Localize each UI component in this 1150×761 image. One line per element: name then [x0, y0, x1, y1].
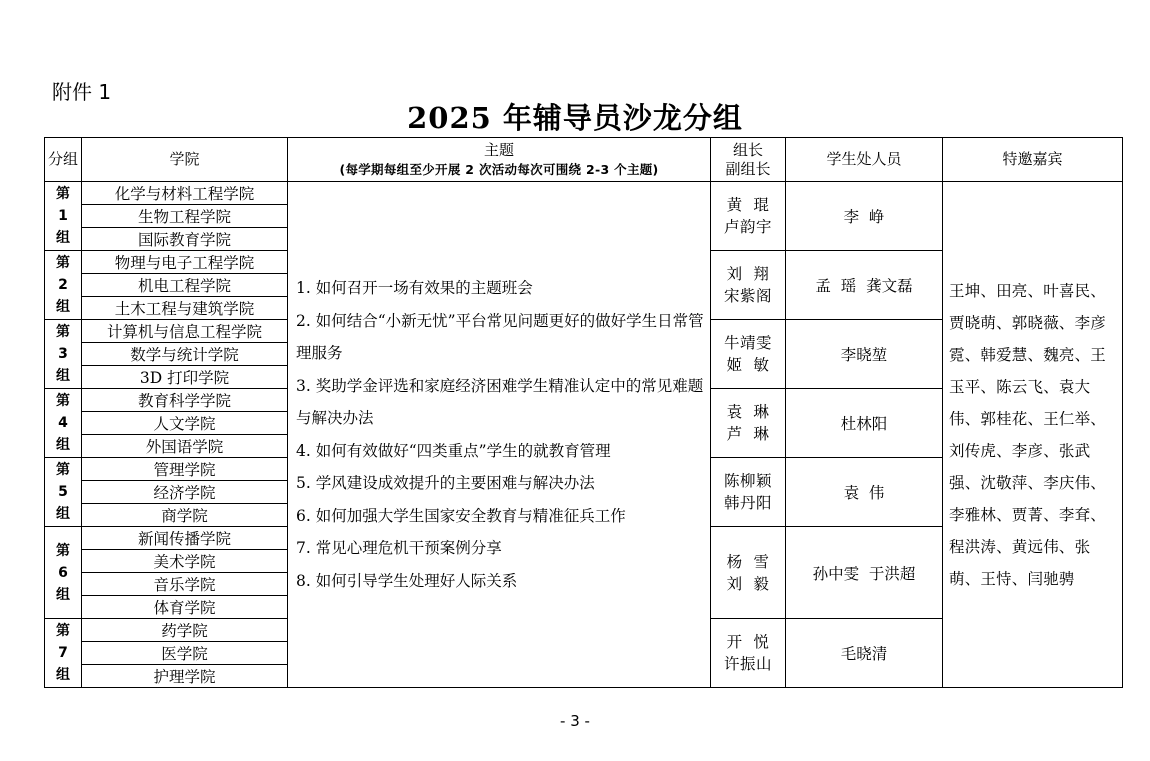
vice-leader-name: 姬 敏 [726, 356, 770, 374]
group-label-part: 第 [56, 542, 70, 559]
staff-cell: 孟 瑶 龚文磊 [786, 251, 943, 320]
group-label-part: 第 [56, 324, 70, 340]
group-label-part: 第 [56, 462, 70, 478]
guests-cell: 王坤、田亮、叶喜民、贾晓萌、郭晓薇、李彦霓、韩爱慧、魏亮、王玉平、陈云飞、袁大伟、郭桂花、王仁举、刘传虎、李彦、张武强、沈敬萍、李庆伟、李雅林、贾菁、李耷、程洪涛、黄远伟、张萌、王恃、闫驰骋 [943, 182, 1123, 688]
topic-item: 4. 如何有效做好“四类重点”学生的就教育管理 [296, 441, 611, 460]
group-label-part: 1 [58, 208, 68, 224]
leader-name: 袁 琳 [726, 403, 770, 421]
leader-cell [711, 251, 786, 320]
vice-leader-name: 卢韵宇 [723, 218, 772, 236]
staff-cell: 李晓堃 [786, 320, 943, 389]
group-label-part: 3 [58, 346, 68, 362]
leader-name: 陈柳颖 [723, 472, 772, 490]
document-title: 2025 年辅导员沙龙分组 [407, 101, 743, 135]
topic-item: 3. 奖助学金评选和家庭经济困难学生精准认定中的常见难题与解决办法 [296, 376, 704, 427]
college-cell: 计算机与信息工程学院 [82, 320, 288, 343]
college-cell: 3D 打印学院 [82, 366, 288, 389]
group-label-part: 4 [58, 415, 68, 431]
topic-item: 7. 常见心理危机干预案例分享 [296, 539, 502, 557]
table-row [45, 182, 1123, 205]
topic-item: 6. 如何加强大学生国家安全教育与精准征兵工作 [296, 506, 626, 525]
group-label-part: 组 [56, 437, 70, 453]
staff-cell: 杜林阳 [786, 389, 943, 458]
page-number: - 3 - [560, 712, 590, 730]
group-label-part: 组 [56, 299, 70, 315]
group-label-part: 第 [56, 623, 70, 639]
leader-name: 牛靖雯 [723, 334, 772, 352]
college-cell: 商学院 [82, 504, 288, 527]
vice-leader-name: 宋紫阁 [723, 287, 772, 305]
college-cell: 化学与材料工程学院 [82, 182, 288, 205]
header-staff: 学生处人员 [786, 138, 943, 182]
college-cell: 经济学院 [82, 481, 288, 504]
college-cell: 人文学院 [82, 412, 288, 435]
group-label [45, 527, 82, 619]
group-label-part: 第 [56, 255, 70, 271]
vice-leader-name: 芦 琳 [726, 425, 770, 443]
group-label-part: 组 [56, 230, 70, 246]
topic-item: 5. 学风建设成效提升的主要困难与解决办法 [296, 474, 595, 492]
group-label-part: 2 [58, 277, 68, 293]
college-cell: 医学院 [82, 642, 288, 665]
leader-name: 刘 翔 [726, 265, 770, 283]
staff-cell: 孙中雯 于洪超 [786, 527, 943, 619]
header-topic-title: 主题 [483, 140, 514, 159]
group-label-part: 组 [56, 586, 70, 603]
staff-cell: 毛晓清 [786, 619, 943, 688]
college-cell: 护理学院 [82, 665, 288, 688]
header-college: 学院 [82, 138, 288, 182]
group-label-part: 第 [56, 186, 70, 202]
group-label-part: 组 [56, 667, 70, 683]
leader-cell [711, 389, 786, 458]
leader-cell [711, 320, 786, 389]
college-cell: 体育学院 [82, 596, 288, 619]
college-cell: 生物工程学院 [82, 205, 288, 228]
leader-cell [711, 458, 786, 527]
header-topic-note: (每学期每组至少开展 2 次活动每次可围绕 2-3 个主题) [339, 161, 659, 177]
group-label [45, 182, 82, 251]
attachment-label: 附件 1 [52, 80, 112, 104]
group-label-part: 组 [56, 368, 70, 384]
college-cell: 新闻传播学院 [82, 527, 288, 550]
topics-cell [288, 182, 711, 688]
college-cell: 外国语学院 [82, 435, 288, 458]
leader-cell [711, 619, 786, 688]
header-leader [711, 138, 786, 182]
college-cell: 管理学院 [82, 458, 288, 481]
group-label-part: 6 [58, 564, 68, 581]
group-label [45, 389, 82, 458]
college-cell: 机电工程学院 [82, 274, 288, 297]
vice-leader-name: 韩丹阳 [723, 494, 772, 512]
group-label-part: 第 [56, 393, 70, 409]
leader-name: 杨 雪 [726, 552, 770, 571]
group-label [45, 619, 82, 688]
college-cell: 美术学院 [82, 550, 288, 573]
header-topic [288, 138, 711, 182]
group-label [45, 458, 82, 527]
leader-cell [711, 527, 786, 619]
topic-item: 8. 如何引导学生处理好人际关系 [296, 571, 518, 590]
topic-item: 2. 如何结合“小新无忧”平台常见问题更好的做好学生日常管理服务 [296, 311, 704, 362]
college-cell: 数学与统计学院 [82, 343, 288, 366]
staff-cell: 袁 伟 [786, 458, 943, 527]
leader-cell [711, 182, 786, 251]
grouping-table [44, 137, 1123, 688]
vice-leader-name: 刘 毅 [726, 574, 770, 593]
group-label-part: 5 [58, 484, 68, 500]
college-cell: 音乐学院 [82, 573, 288, 596]
college-cell: 土木工程与建筑学院 [82, 297, 288, 320]
leader-name: 黄 琨 [726, 196, 770, 214]
college-cell: 物理与电子工程学院 [82, 251, 288, 274]
college-cell: 国际教育学院 [82, 228, 288, 251]
topic-item: 1. 如何召开一场有效果的主题班会 [296, 279, 533, 297]
group-label [45, 320, 82, 389]
header-guests: 特邀嘉宾 [943, 138, 1123, 182]
header-group [45, 138, 82, 182]
college-cell: 教育科学学院 [82, 389, 288, 412]
vice-leader-name: 许振山 [723, 655, 772, 673]
header-group-text: 分组 [47, 150, 78, 168]
header-vice-leader-title: 副组长 [725, 159, 771, 178]
leader-name: 开 悦 [726, 633, 770, 651]
group-label [45, 251, 82, 320]
staff-cell: 李 峥 [786, 182, 943, 251]
header-leader-title: 组长 [732, 140, 763, 159]
group-label-part: 7 [58, 645, 68, 661]
college-cell: 药学院 [82, 619, 288, 642]
group-label-part: 组 [56, 506, 70, 522]
header-row [45, 138, 1123, 182]
